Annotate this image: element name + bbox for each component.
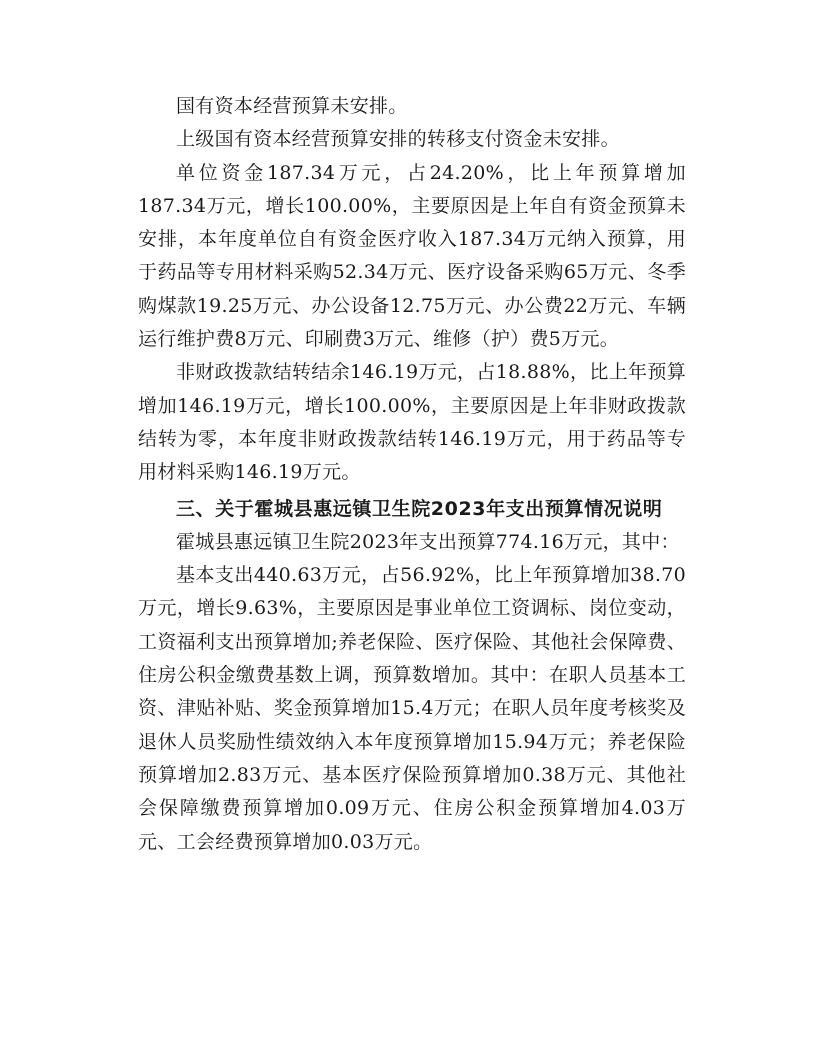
- paragraph-non-fiscal-carryover: 非财政拨款结转结余146.19万元，占18.88%，比上年预算增加146.19万元，增长100.00%，主要原因是上年非财政拨款结转为零，本年度非财政拨款结转146.19万元，用于药品等专用材料采购146.19万元。: [138, 361, 686, 484]
- paragraph-transfer-payment: 上级国有资本经营预算安排的转移支付资金未安排。: [176, 128, 620, 151]
- paragraph-unit-funds: 单位资金187.34万元，占24.20%，比上年预算增加187.34万元，增长100.00%，主要原因是上年自有资金预算未安排，本年度单位自有资金医疗收入187.34万元纳入预算，用于药品等专用材料采购52.34万元、医疗设备采购65万元、冬季购煤款19.25万元、办公设备12.75万元、办公费22万元、车辆运行维护费8万元、印刷费3万元、维修（护）费5万元。: [138, 161, 686, 351]
- paragraph-state-capital-budget: 国有资本经营预算未安排。: [176, 95, 408, 117]
- paragraph-basic-expenditure: 基本支出440.63万元，占56.92%，比上年预算增加38.70万元，增长9.63%，主要原因是事业单位工资调标、岗位变动，工资福利支出预算增加;养老保险、医疗保险、其他社会保障费、住房公积金缴费基数上调，预算数增加。其中：在职人员基本工资、津贴补贴、奖金预算增加15.4万元；在职人员年度考核奖及退休人员奖励性绩效纳入本年度预算增加15.94万元；养老保险预算增加2.83万元、基本医疗保险预算增加0.38万元、其他社会保障缴费预算增加0.09万元、住房公积金预算增加4.03万元、工会经费预算增加0.03万元。: [138, 564, 686, 853]
- paragraph-expenditure-total: 霍城县惠远镇卫生院2023年支出预算774.16万元，其中：: [176, 530, 680, 553]
- page-body: [138, 90, 686, 859]
- section-heading: 三、关于霍城县惠远镇卫生院2023年支出预算情况说明: [176, 497, 663, 520]
